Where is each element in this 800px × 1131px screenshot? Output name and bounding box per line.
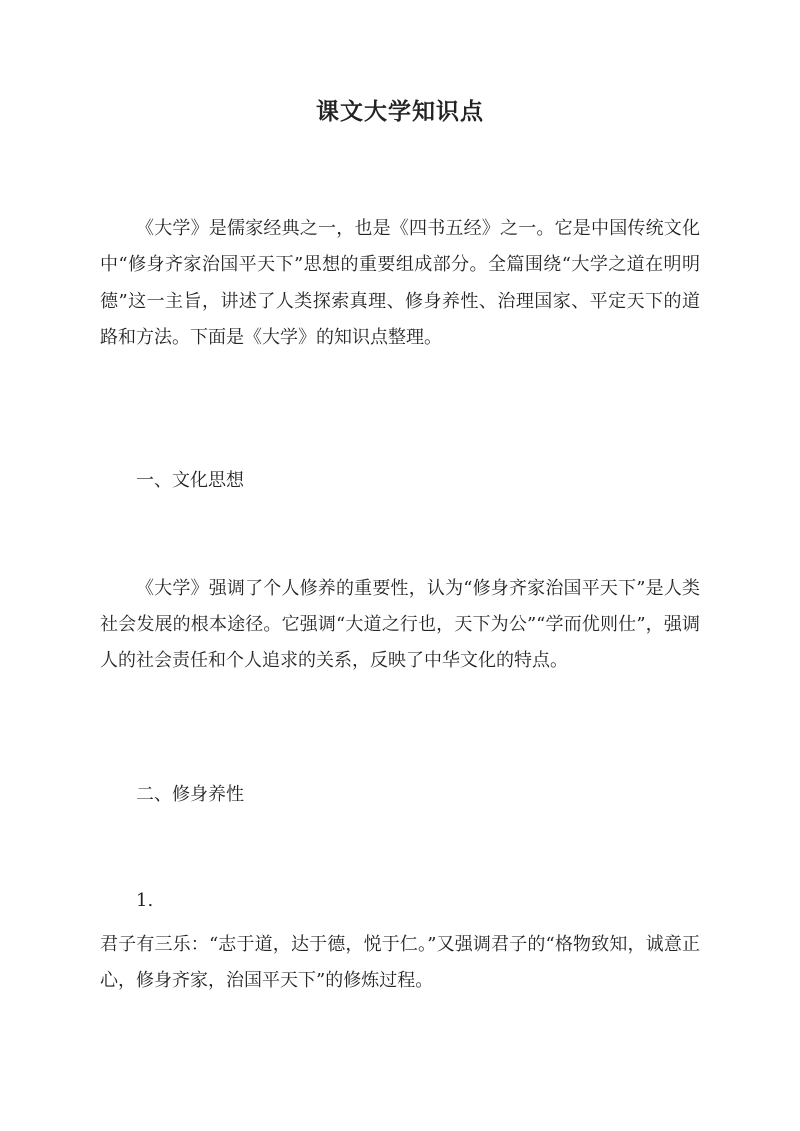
culture-paragraph: 《大学》强调了个人修养的重要性，认为“修身齐家治国平天下”是人类社会发展的根本途径。它强调“大道之行也，天下为公”“学而优则仕”，强调人的社会责任和个人追求的关系，反映了中华文化的特点。 bbox=[100, 578, 700, 671]
document-title: 课文大学知识点 bbox=[316, 98, 484, 125]
list-item-number: 1. bbox=[136, 890, 154, 911]
list-item-text: 君子有三乐：“志于道，达于德，悦于仁。”又强调君子的“格物致知，诚意正心，修身齐家，治国平天下”的修炼过程。 bbox=[100, 934, 700, 991]
section-heading-self-cultivation: 二、修身养性 bbox=[136, 784, 244, 805]
intro-paragraph: 《大学》是儒家经典之一，也是《四书五经》之一。它是中国传统文化中“修身齐家治国平天下”思想的重要组成部分。全篇围绕“大学之道在明明德”这一主旨，讲述了人类探索真理、修身养性、治理国家、平定天下的道路和方法。下面是《大学》的知识点整理。 bbox=[100, 218, 700, 349]
section-heading-culture: 一、文化思想 bbox=[136, 470, 244, 491]
